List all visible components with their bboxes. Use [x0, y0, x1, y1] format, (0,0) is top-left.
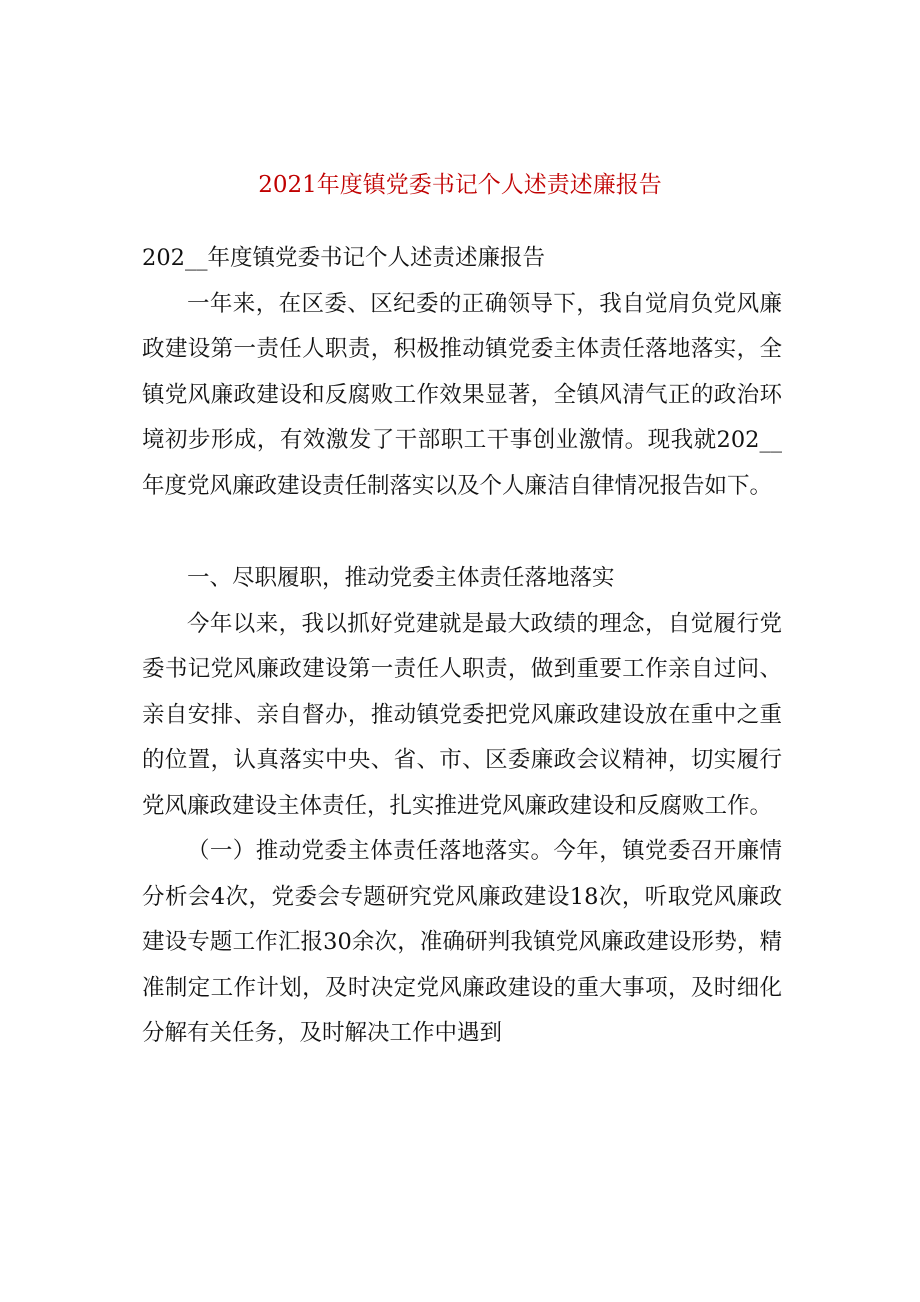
document-title: 2021年度镇党委书记个人述责述廉报告 [258, 172, 662, 198]
section-heading: 一、尽职履职，推动党委主体责任落地落实 [187, 565, 615, 591]
intro-paragraph: 一年来，在区委、区纪委的正确领导下，我自觉肩负党风廉政建设第一责任人职责，积极推动镇党委主体责任落地落实，全镇党风廉政建设和反腐败工作效果显著，全镇风清气正的政治环境初步形成，有效激发了干部职工干事创业激情。现我就202__年度党风廉政建设责任制落实以及个人廉洁自律情况报告如下。 [142, 290, 782, 499]
section-paragraph: 今年以来，我以抓好党建就是最大政绩的理念，自觉履行党委书记党风廉政建设第一责任人职责，做到重要工作亲自过问、亲自安排、亲自督办，推动镇党委把党风廉政建设放在重中之重的位置，认真落实中央、省、市、区委廉政会议精神，切实履行党风廉政建设主体责任，扎实推进党风廉政建设和反腐败工作。 [142, 610, 782, 819]
subsection-paragraph: （一）推动党委主体责任落地落实。今年，镇党委召开廉情分析会4次，党委会专题研究党风廉政建设18次，听取党风廉政建设专题工作汇报30余次，准确研判我镇党风廉政建设形势，精准制定工作计划，及时决定党风廉政建设的重大事项，及时细化分解有关任务，及时解决工作中遇到 [142, 838, 782, 1046]
document-body [142, 236, 782, 1057]
subtitle-paragraph: 202__年度镇党委书记个人述责述廉报告 [142, 245, 545, 271]
paragraph-spacer [142, 509, 782, 556]
